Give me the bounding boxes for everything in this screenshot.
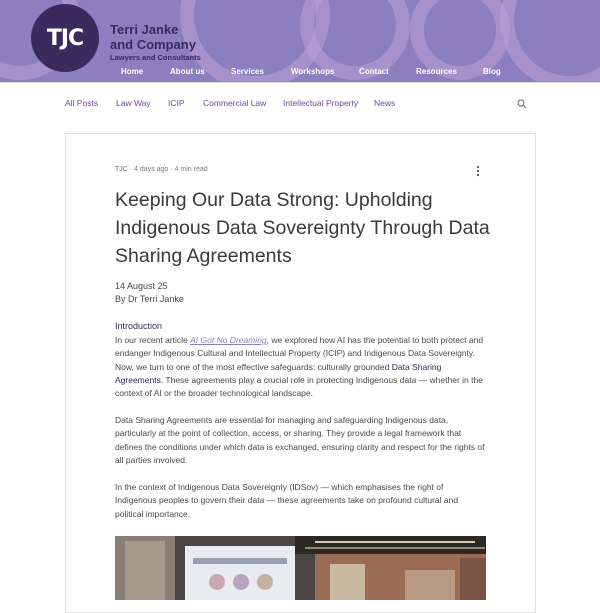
section-heading: Introduction bbox=[115, 321, 163, 331]
post-meta bbox=[115, 166, 208, 173]
nav-home[interactable]: Home bbox=[121, 67, 144, 76]
paragraph-1 bbox=[115, 334, 487, 400]
more-options-icon[interactable] bbox=[476, 165, 480, 177]
header-divider bbox=[0, 82, 600, 83]
brand-line-1: Terri Janke bbox=[110, 22, 179, 37]
post-image[interactable] bbox=[115, 536, 486, 600]
brand-name[interactable] bbox=[110, 22, 201, 64]
article-link[interactable]: AI Got No Dreaming bbox=[190, 335, 267, 345]
post-title: Keeping Our Data Strong: Upholding Indigenous Data Sovereignty Through Data Sharing Agreements bbox=[115, 189, 490, 267]
nav-workshops[interactable]: Workshops bbox=[291, 67, 335, 76]
category-bar bbox=[0, 98, 600, 112]
meta-separator: · bbox=[129, 166, 135, 173]
nav-about-us[interactable]: About us bbox=[170, 67, 205, 76]
logo-text: TJC bbox=[46, 25, 84, 51]
nav-contact[interactable]: Contact bbox=[359, 67, 389, 76]
paragraph-text: , we explored how AI has the potential to both protect and endanger Indigenous Cultural and Intellectual Property (ICIP) and Indigenous Data Sovereignty. Now, we turn to one of the most effective safeguards: culturally grounded bbox=[115, 335, 484, 372]
nav-blog[interactable]: Blog bbox=[483, 67, 501, 76]
brand-line-2: and Company bbox=[110, 37, 196, 52]
category-all-posts[interactable]: All Posts bbox=[65, 98, 99, 108]
nav-resources[interactable]: Resources bbox=[416, 67, 457, 76]
category-intellectual-property[interactable]: Intellectual Property bbox=[283, 98, 359, 108]
post-author-handle[interactable]: TJC bbox=[115, 166, 128, 173]
category-law-way[interactable]: Law Way bbox=[116, 98, 151, 108]
paragraph-3: In the context of Indigenous Data Sovereignty (IDSov) — which emphasises the right of Indigenous peoples to govern their data — these agreements take on profound cultural and political importance. bbox=[115, 482, 459, 519]
paragraph-text: In our recent article bbox=[115, 335, 191, 345]
paragraph-2: Data Sharing Agreements are essential for managing and safeguarding Indigenous data, particularly at the point of collection, access, or sharing. They provide a legal framework that defines the conditions under which data is exchanged, ensuring clarity and respect for the rights of all parties involved. bbox=[115, 415, 485, 465]
post-date: 14 August 25 bbox=[115, 281, 168, 291]
post-read-time: 4 min read bbox=[174, 166, 208, 173]
main-nav bbox=[0, 67, 600, 79]
logo[interactable] bbox=[31, 4, 99, 72]
paragraph-text: . These agreements play a crucial role in protecting Indigenous data — whether in the context of AI or the broader technological landscape. bbox=[115, 374, 483, 399]
brand-tagline: Lawyers and Consultants bbox=[110, 53, 201, 62]
category-commercial-law[interactable]: Commercial Law bbox=[203, 98, 267, 108]
category-news[interactable]: News bbox=[374, 98, 396, 108]
meta-separator: · bbox=[170, 166, 175, 173]
site-header bbox=[0, 0, 600, 82]
bold-term: Data Sharing Agreements bbox=[115, 361, 442, 385]
category-icip[interactable]: ICIP bbox=[168, 98, 185, 108]
search-icon[interactable] bbox=[517, 99, 527, 109]
nav-services[interactable]: Services bbox=[231, 67, 264, 76]
post-age: 4 days ago bbox=[134, 166, 169, 173]
post-byline: By Dr Terri Janke bbox=[115, 294, 184, 304]
conference-photo-graphic bbox=[115, 536, 486, 600]
